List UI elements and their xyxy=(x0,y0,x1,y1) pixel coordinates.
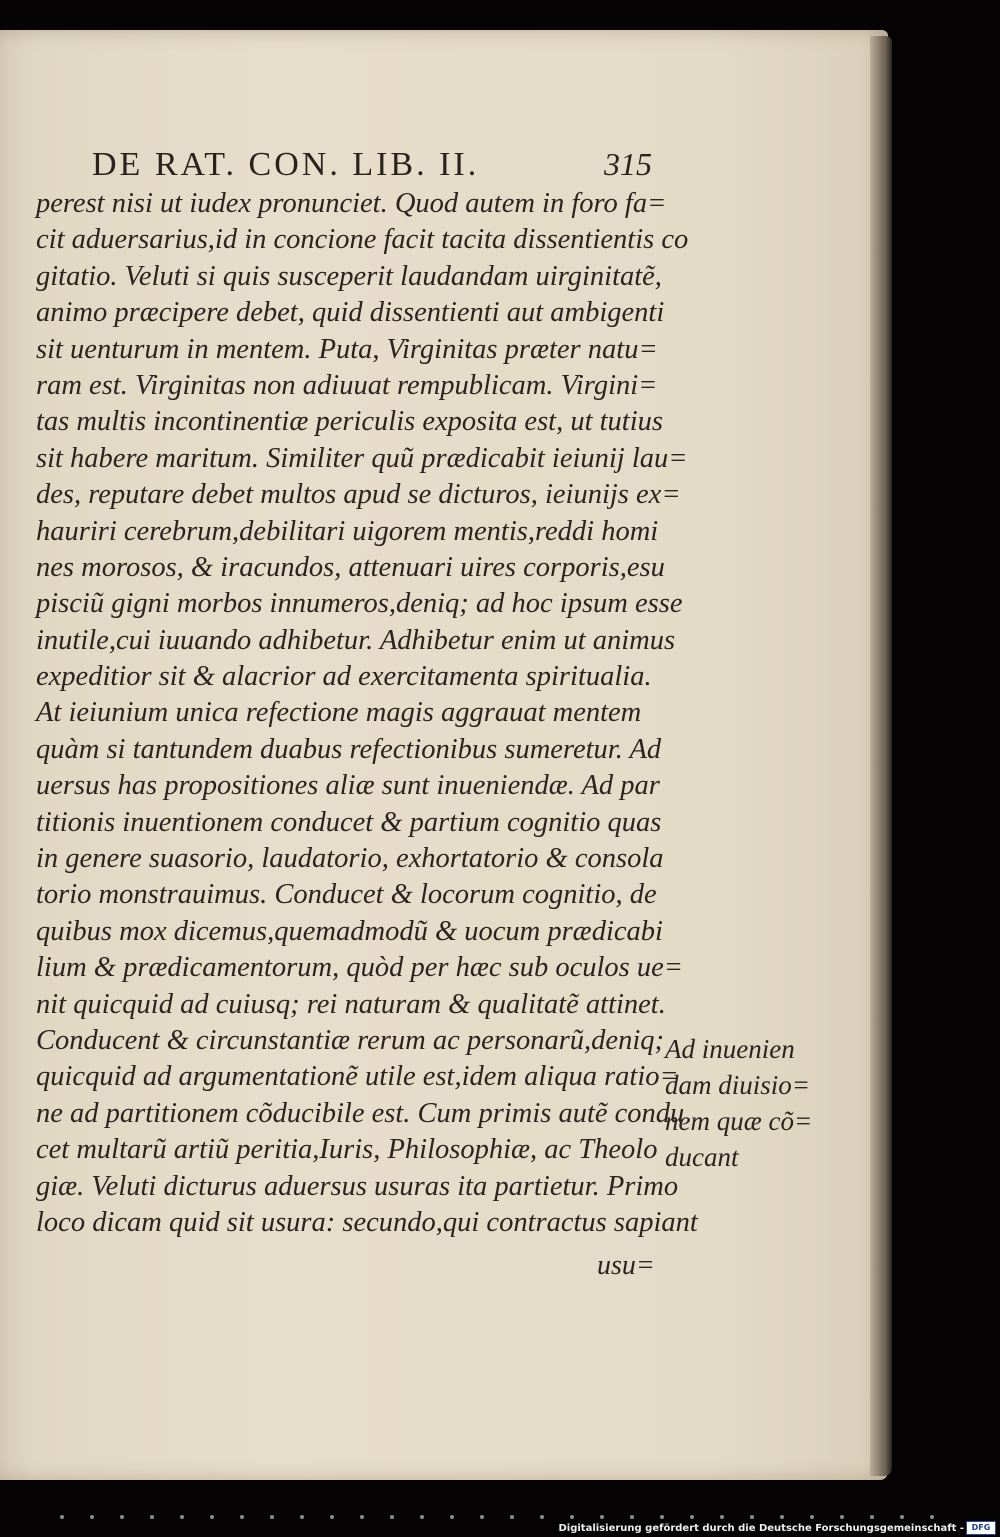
running-head: DE RAT. CON. LIB. II. xyxy=(92,146,480,183)
catchword: usu= xyxy=(597,1250,655,1281)
dfg-logo: DFG xyxy=(966,1521,996,1535)
scan-dot xyxy=(600,1515,604,1519)
text-line: expeditior sit & alacrior ad exercitamenta spiritualia. xyxy=(36,661,652,693)
text-line: sit habere maritum. Similiter quũ prædicabit ieiunij lau= xyxy=(36,442,688,474)
scan-dot xyxy=(870,1515,874,1519)
text-line: pisciũ gigni morbos innumeros,deniq; ad hoc ipsum esse xyxy=(36,588,683,620)
page-number: 315 xyxy=(604,146,652,182)
scan-dot xyxy=(300,1515,304,1519)
text-line: nit quicquid ad cuiusq; rei naturam & qualitatẽ attinet. xyxy=(36,988,666,1020)
scan-dot xyxy=(570,1515,574,1519)
text-line: des, reputare debet multos apud se dicturos, ieiunijs ex= xyxy=(36,479,681,511)
scan-dot xyxy=(420,1515,424,1519)
scan-dot xyxy=(900,1515,904,1519)
text-line: nes morosos, & iracundos, attenuari uires corporis,esu xyxy=(36,551,665,583)
text-line: animo præcipere debet, quid dissentienti aut ambigenti xyxy=(36,297,665,329)
scan-dot xyxy=(60,1515,64,1519)
scan-dot xyxy=(810,1515,814,1519)
text-line: Conducent & circunstantiæ rerum ac personarũ,deniq; xyxy=(36,1024,664,1056)
text-line: ne ad partitionem cõducibile est. Cum primis autẽ condu xyxy=(36,1097,685,1129)
scan-dot xyxy=(120,1515,124,1519)
text-line: quicquid ad argumentationẽ utile est,idem aliqua ratio= xyxy=(36,1061,679,1093)
scan-dot xyxy=(180,1515,184,1519)
margin-note-line: nem quæ cõ= xyxy=(665,1106,813,1136)
scan-border-dots xyxy=(60,1515,1000,1521)
scan-dot xyxy=(90,1515,94,1519)
main-text-block xyxy=(36,186,698,1241)
text-line: torio monstrauimus. Conducet & locorum cognitio, de xyxy=(36,879,657,911)
text-line: uersus has propositiones aliæ sunt inueniendæ. Ad par xyxy=(36,770,660,802)
scan-dot xyxy=(450,1515,454,1519)
digitization-credit: Digitalisierung gefördert durch die Deutsche Forschungsgemeinschaft - xyxy=(558,1523,964,1534)
text-line: quàm si tantundem duabus refectionibus sumeretur. Ad xyxy=(36,733,662,765)
scan-dot xyxy=(540,1515,544,1519)
text-line: loco dicam quid sit usura: secundo,qui contractus sapiant xyxy=(36,1206,698,1238)
scan-dot xyxy=(840,1515,844,1519)
margin-note xyxy=(665,1031,855,1175)
text-line: gitatio. Veluti si quis susceperit laudandam uirginitatẽ, xyxy=(36,260,662,292)
text-line: perest nisi ut iudex pronunciet. Quod autem in foro fa= xyxy=(36,188,667,219)
scan-dot xyxy=(690,1515,694,1519)
scan-dot xyxy=(360,1515,364,1519)
text-line: in genere suasorio, laudatorio, exhortatorio & consola xyxy=(36,843,664,875)
scan-dot xyxy=(390,1515,394,1519)
margin-note-line: dam diuisio= xyxy=(665,1070,810,1100)
text-line: cit aduersarius,id in concione facit tacita dissentientis co xyxy=(36,224,689,256)
text-line: hauriri cerebrum,debilitari uigorem mentis,reddi homi xyxy=(36,515,659,547)
scan-dot xyxy=(240,1515,244,1519)
margin-note-line: Ad inuenien xyxy=(665,1034,795,1064)
scan-dot xyxy=(150,1515,154,1519)
scan-dot xyxy=(630,1515,634,1519)
scan-dot xyxy=(270,1515,274,1519)
scan-dot xyxy=(720,1515,724,1519)
margin-note-line: ducant xyxy=(665,1142,739,1172)
scan-dot xyxy=(210,1515,214,1519)
scan-dot xyxy=(480,1515,484,1519)
scan-dot xyxy=(660,1515,664,1519)
text-line: At ieiunium unica refectione magis aggrauat mentem xyxy=(36,697,642,729)
scan-dot xyxy=(780,1515,784,1519)
text-line: cet multarũ artiũ peritia,Iuris, Philosophiæ, ac Theolo xyxy=(36,1134,658,1166)
text-line: tas multis incontinentiæ periculis exposita est, ut tutius xyxy=(36,406,663,438)
text-line: quibus mox dicemus,quemadmodũ & uocum prædicabi xyxy=(36,915,663,947)
scan-dot xyxy=(510,1515,514,1519)
text-line: ram est. Virginitas non adiuuat rempublicam. Virgini= xyxy=(36,369,658,401)
text-line: titionis inuentionem conducet & partium cognitio quas xyxy=(36,806,662,838)
text-line: sit uenturum in mentem. Puta, Virginitas præter natu= xyxy=(36,333,658,365)
scan-dot xyxy=(750,1515,754,1519)
scan-dot xyxy=(330,1515,334,1519)
text-line: inutile,cui iuuando adhibetur. Adhibetur enim ut animus xyxy=(36,624,676,656)
page-edge xyxy=(870,36,892,1476)
text-line: lium & prædicamentorum, quòd per hæc sub oculos ue= xyxy=(36,952,683,984)
text-line: giæ. Veluti dicturus aduersus usuras ita partietur. Primo xyxy=(36,1170,679,1202)
scan-dot xyxy=(930,1515,934,1519)
